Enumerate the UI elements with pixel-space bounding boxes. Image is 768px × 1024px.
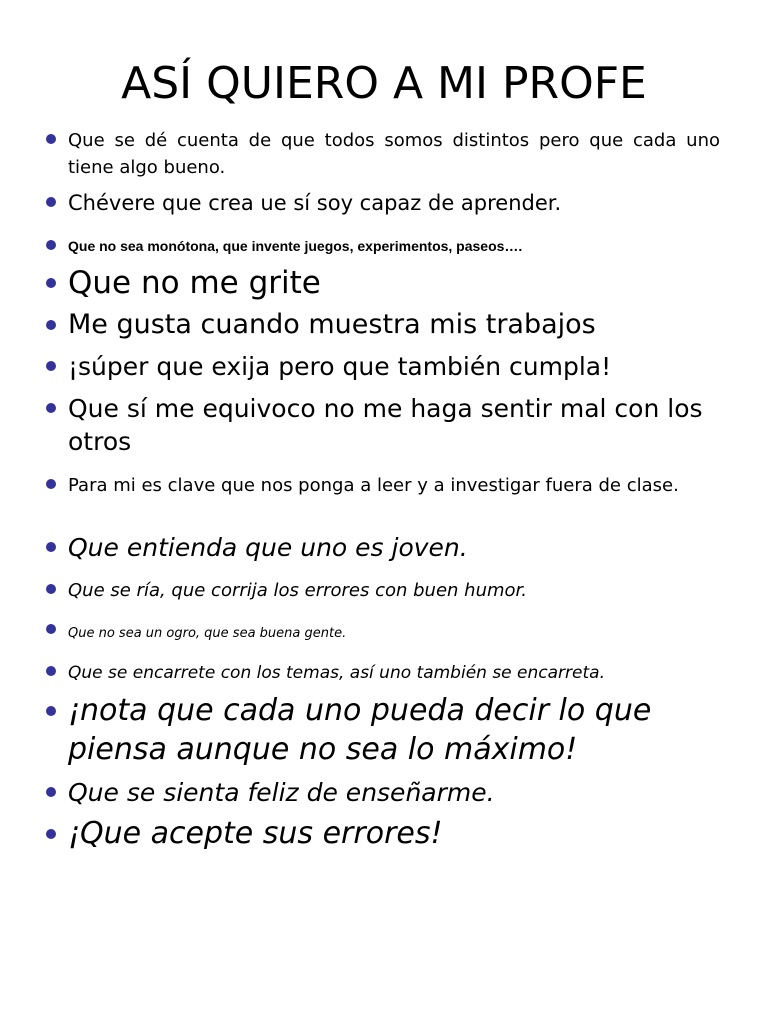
list-item (68, 350, 720, 383)
bullet-icon (46, 361, 56, 371)
list-item-text: Que entienda que uno es joven. (68, 533, 468, 562)
list-item-text: Que se encarrete con los temas, así uno también se encarreta. (68, 663, 605, 683)
bullet-icon (46, 584, 56, 594)
list-item-text: Para mi es clave que nos ponga a leer y a investigar fuera de clase. (68, 475, 679, 496)
list-item-text: ¡nota que cada uno pueda decir lo que piensa aunque no sea lo máximo! (68, 693, 652, 767)
list-item (68, 578, 720, 603)
page-title: ASÍ QUIERO A MI PROFE (121, 58, 647, 109)
list-item (68, 392, 720, 458)
bullet-icon (46, 787, 56, 797)
list-item-text: Me gusta cuando muestra mis trabajos (68, 309, 596, 340)
list-item (68, 661, 720, 685)
bullet-icon (46, 666, 56, 676)
list-item-text: Que no me grite (68, 265, 321, 301)
bullet-icon (46, 240, 56, 250)
list-item-text: Que se sienta feliz de enseñarme. (68, 778, 495, 807)
list-item (68, 236, 720, 256)
bullet-icon (46, 278, 56, 288)
list-item-text: Que sí me equivoco no me haga sentir mal con los otros (68, 394, 703, 456)
bullet-icon (46, 829, 56, 839)
list-item-text: ¡súper que exija pero que también cumpla! (68, 352, 612, 381)
bullet-icon (46, 403, 56, 413)
list-item (68, 127, 720, 181)
bullet-icon (46, 134, 56, 144)
list-item (68, 473, 720, 498)
list-item (68, 624, 720, 644)
bullet-icon (46, 706, 56, 716)
bullet-icon (46, 479, 56, 489)
list-item-text: Que se ría, que corrija los errores con buen humor. (68, 580, 527, 601)
list-item-text: Que no sea un ogro, que sea buena gente. (68, 626, 347, 641)
bullet-icon (46, 542, 56, 552)
list-item-text: ¡Que acepte sus errores! (68, 816, 443, 851)
list-item (68, 776, 720, 809)
list-item (68, 691, 720, 769)
bullet-icon (46, 624, 56, 634)
list-item (68, 814, 720, 853)
list-item (68, 263, 720, 303)
list-item (68, 531, 720, 564)
bullet-icon (46, 320, 56, 330)
list-item-text: Que se dé cuenta de que todos somos distintos pero que cada uno tiene algo bueno. (68, 130, 720, 178)
list-item (68, 189, 720, 217)
bullet-icon (46, 197, 56, 207)
list-item (68, 307, 720, 343)
list-item-text: Que no sea monótona, que invente juegos, experimentos, paseos…. (68, 238, 523, 254)
list-item-text: Chévere que crea ue sí soy capaz de aprender. (68, 191, 562, 215)
